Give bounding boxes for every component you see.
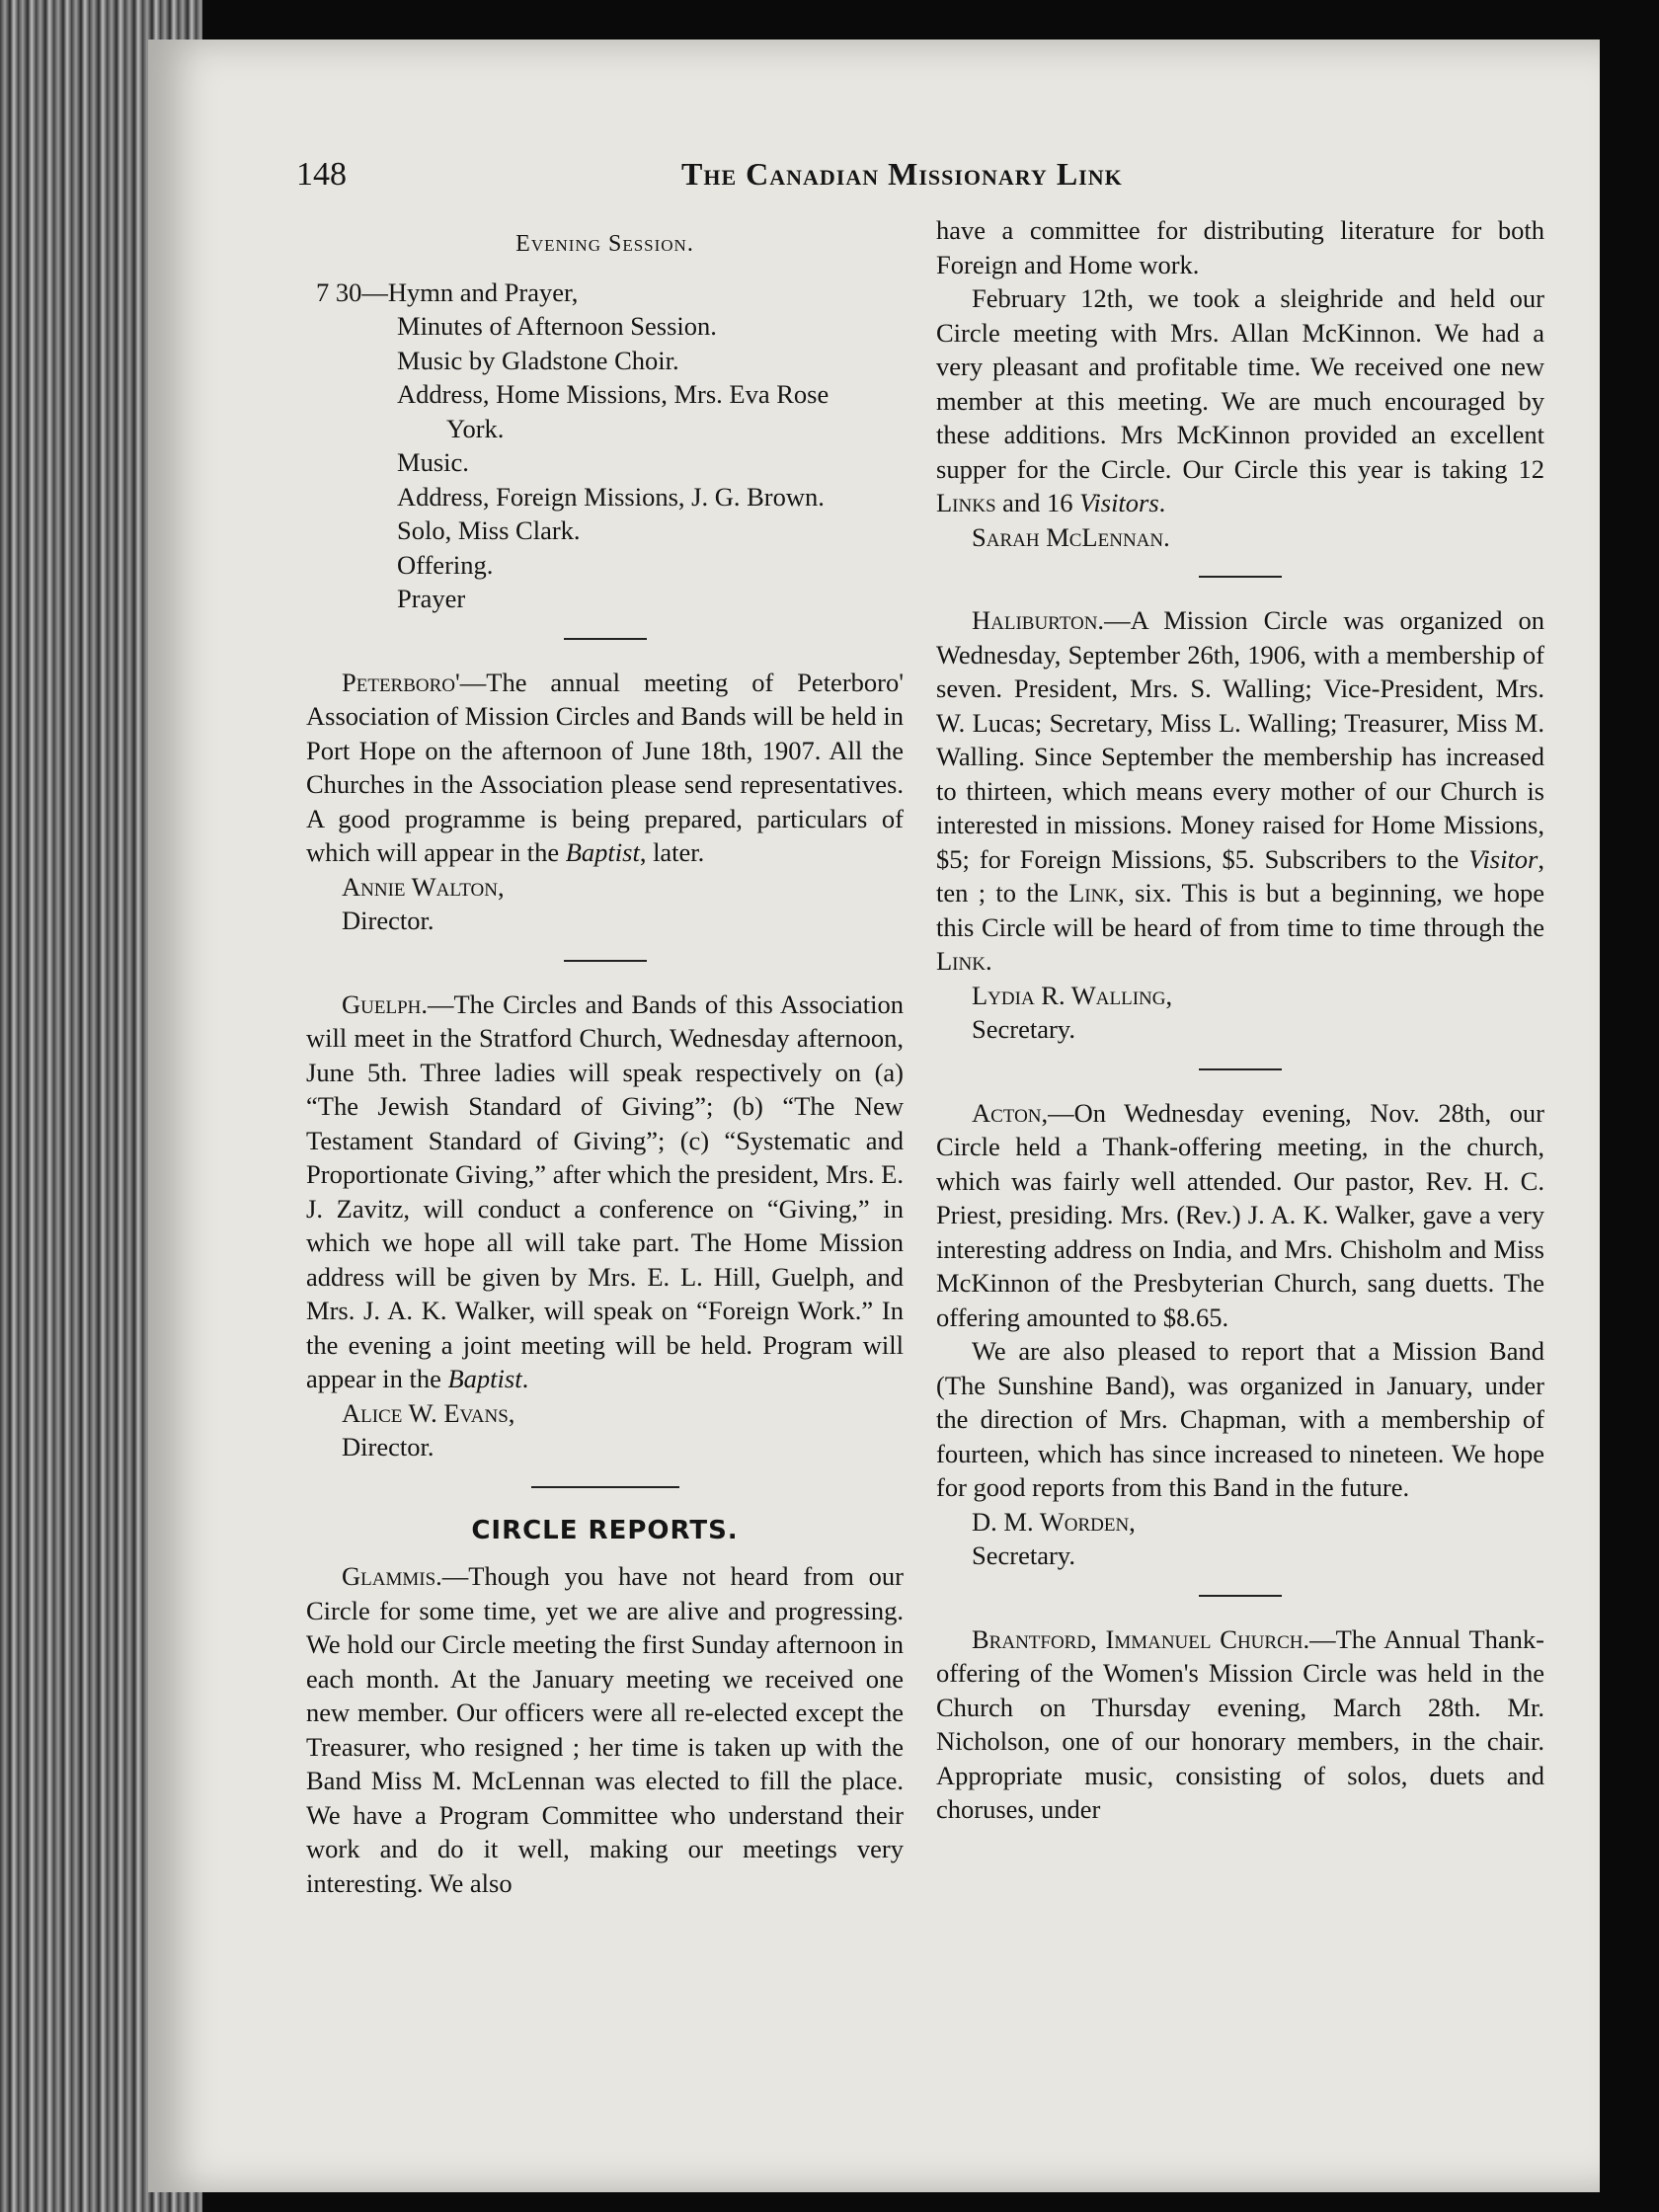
baptist-italic: Baptist [565, 837, 640, 867]
evening-program [306, 276, 904, 616]
haliburton-body-end: . [985, 946, 992, 976]
brantford-report [936, 1622, 1544, 1827]
guelph-notice [306, 988, 904, 1396]
haliburton-body: —A Mission Circle was organized on Wednesday, September 26th, 1906, with a membership of seven. President, Mrs. S. Walling; Vice-President, Mrs. W. Lucas; Secretary, Miss L. Walling; Treasurer, Miss M. Walling. Since September the membership has increased to thirteen, which means every mother of our Church is interested in missions. Money raised for Home Missions, $5; for Foreign Missions, $5. Subscribers to the [936, 605, 1544, 874]
program-item: Music. [397, 447, 469, 477]
left-column [306, 227, 904, 1900]
glammis-body: —Though you have not heard from our Circle for some time, yet we are alive and progressing. We hold our Circle meeting the first Sunday afternoon in each month. At the January meeting we received one new member. Our officers were all re-elected except the Treasurer, who resigned ; her time is taken up with the Band Miss M. McLennan was elected to fill the place. We have a Program Committee who understand their work and do it well, making our meetings very interesting. We also [306, 1561, 904, 1898]
divider [1199, 1595, 1282, 1597]
guelph-body: —The Circles and Bands of this Association will meet in the Stratford Church, Wednesday afternoon, June 5th. Three ladies will speak respectively on (a) “The Jewish Standard of Giving”; (b) “The New Testament Standard of Giving”; (c) “Systematic and Proportionate Giving,” after which the president, Mrs. E. J. Zavitz, will conduct a conference on “Giving,” in which we hope all will take part. The Home Mission address will be given by Mrs. E. L. Hill, Guelph, and Mrs. J. A. K. Walker, will speak on “Foreign Work.” In the evening a joint meeting will be held. Program will appear in the [306, 988, 904, 1393]
haliburton-report [936, 603, 1544, 979]
acton-body: —On Wednesday evening, Nov. 28th, our Circle held a Thank-offering meeting, in the church, which was fairly well attended. Our pastor, Rev. H. C. Priest, presiding. Mrs. (Rev.) J. A. K. Walker, gave a very interesting address on India, and Mrs. Chisholm and Miss McKinnon of the Presbyterian Church, sang duetts. The offering amounted to $8.65. [936, 1097, 1544, 1332]
brantford-body: —The Annual Thank-offering of the Women's Mission Circle was held in the Church on Thursday evening, March 28th. Mr. Nicholson, one of our honorary members, in the chair. Appropriate music, consisting of solos, duets and choruses, under [936, 1623, 1544, 1824]
haliburton-body-mid: , ten ; to the [936, 843, 1544, 908]
link-word: Link [1068, 878, 1119, 908]
guelph-role: Director. [342, 1432, 434, 1462]
acton-lead: Acton, [972, 1097, 1049, 1128]
program-item: Prayer [397, 584, 466, 613]
glammis-continued: have a committee for distributing literature for both Foreign and Home work. [936, 215, 1544, 279]
glammis-lead: Glammis. [342, 1561, 442, 1591]
glammis-cont-mid: and 16 [995, 488, 1080, 517]
guelph-signature: Alice W. Evans, [342, 1397, 515, 1428]
program-item: Address, Home Missions, Mrs. Eva Rose [397, 379, 830, 409]
glammis-continued-2 [936, 281, 1544, 520]
divider [564, 960, 647, 962]
glammis-cont-text: February 12th, we took a sleighride and held our Circle meeting with Mrs. Allan McKinnon. We had a very pleasant and profitable time. We received one new member at this meeting. We are much encouraged by these additions. Mrs McKinnon provided an excellent supper for the Circle. Our Circle this year is taking 12 [936, 283, 1544, 484]
haliburton-body-mid2: , six. This is but a beginning, we hope this Circle will be heard of from time to time through the [936, 878, 1544, 942]
acton-report [936, 1096, 1544, 1335]
peterboro-signature: Annie Walton, [342, 871, 505, 902]
peterboro-role: Director. [342, 906, 434, 935]
link-word: Link [936, 946, 986, 976]
guelph-body-end: . [521, 1364, 529, 1393]
haliburton-signature: Lydia R. Walling, [972, 980, 1173, 1010]
glammis-cont-end: . [1158, 488, 1166, 517]
glammis-report [306, 1559, 904, 1900]
peterboro-body-end: , later. [639, 837, 705, 867]
peterboro-notice [306, 666, 904, 870]
program-item: Minutes of Afternoon Session. [397, 311, 717, 341]
brantford-lead: Brantford, Immanuel Church. [972, 1623, 1310, 1654]
program-item: Music by Gladstone Choir. [397, 345, 679, 375]
page-header [296, 156, 1580, 205]
running-title: The Canadian Missionary Link [681, 156, 1123, 192]
baptist-italic: Baptist [447, 1364, 522, 1393]
guelph-lead: Guelph. [342, 988, 428, 1019]
program-item: 7 30—Hymn and Prayer, [316, 276, 579, 307]
haliburton-lead: Haliburton. [972, 605, 1105, 635]
divider [1199, 576, 1282, 578]
circle-reports-title: CIRCLE REPORTS. [471, 1515, 739, 1545]
right-column [936, 213, 1544, 1827]
peterboro-body: —The annual meeting of Peterboro' Association of Mission Circles and Bands will be held in Port Hope on the afternoon of June 18th, 1907. All the Churches in the Association please send representatives. A good programme is being prepared, particulars of which will appear in the [306, 667, 904, 867]
program-item: Offering. [397, 549, 494, 580]
haliburton-role: Secretary. [972, 1014, 1075, 1044]
program-item: Address, Foreign Missions, J. G. Brown. [397, 481, 825, 512]
divider [564, 638, 647, 640]
acton-role: Secretary. [972, 1540, 1075, 1570]
program-item: Solo, Miss Clark. [397, 515, 581, 545]
acton-report-2: We are also pleased to report that a Mission Band (The Sunshine Band), was organized in January, under the direction of Mrs. Chapman, with a membership of fourteen, which has since increased to nineteen. We hope for good reports from this Band in the future. [936, 1336, 1544, 1502]
page-number: 148 [296, 156, 347, 193]
glammis-signature: Sarah McLennan. [972, 521, 1170, 552]
visitors-word: Visitors [1079, 488, 1159, 517]
evening-session-heading: Evening Session. [515, 231, 694, 257]
peterboro-lead: Peterboro' [342, 667, 460, 697]
links-word: Links [936, 488, 996, 517]
program-item: York. [446, 413, 505, 443]
divider [531, 1486, 679, 1488]
visitor-word: Visitor [1468, 843, 1539, 874]
divider [1199, 1068, 1282, 1070]
acton-signature: D. M. Worden, [972, 1506, 1136, 1537]
